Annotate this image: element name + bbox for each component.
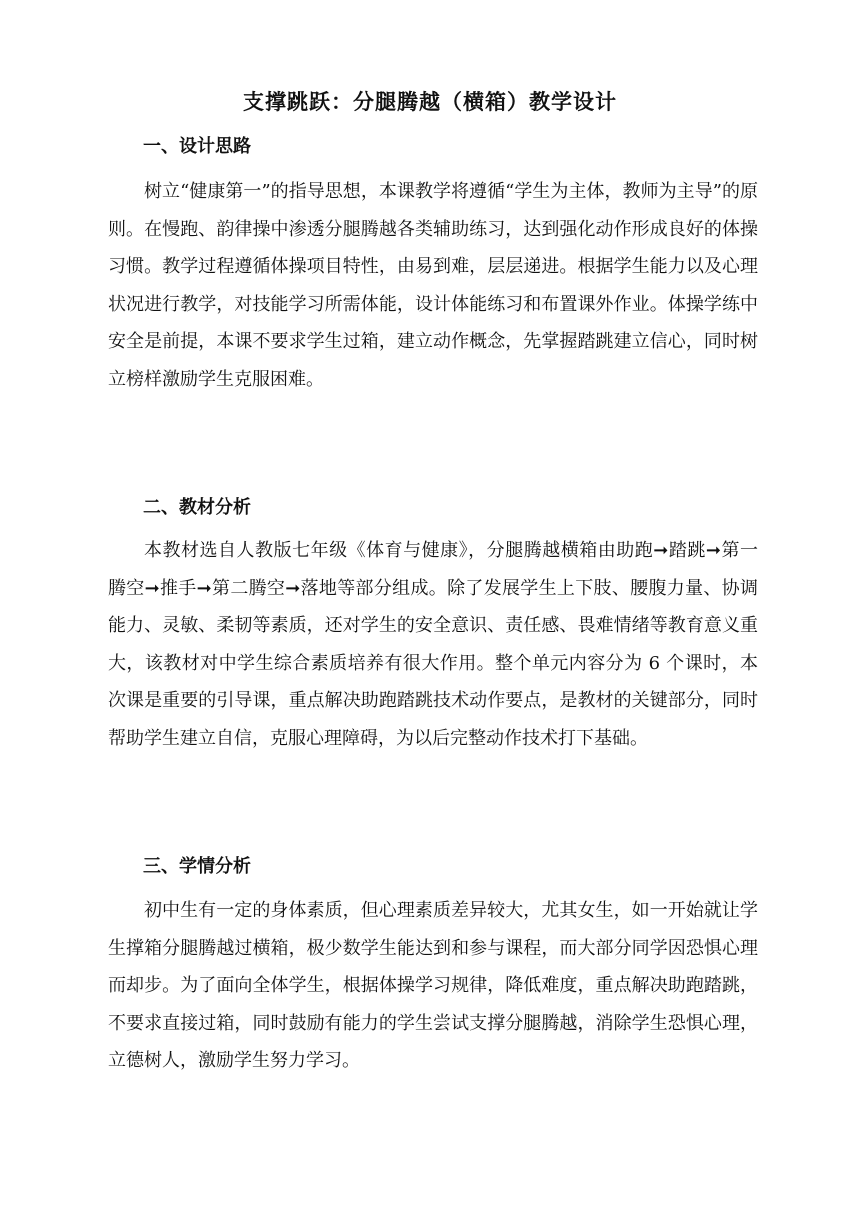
section-heading-material-analysis: 二、教材分析 <box>143 497 251 518</box>
document-title: 支撑跳跃：分腿腾越（横箱）教学设计 <box>243 90 617 114</box>
section-paragraph-material-analysis: 本教材选自人教版七年级《体育与健康》，分腿腾越横箱由助跑➞踏跳➞第一腾空➞推手➞第二腾空➞落地等部分组成。除了发展学生上下肢、腰腹力量、协调能力、灵敏、柔韧等素质，还对学生的安全意识、责任感、畏难情绪等教育意义重大，该教材对中学生综合素质培养有很大作用。整个单元内容分为 6 个课时，本次课是重要的引导课，重点解决助跑踏跳技术动作要点，是教材的关键部分，同时帮助学生建立自信，克服心理障碍，为以后完整动作技术打下基础。 <box>108 540 758 749</box>
section-paragraph-student-analysis: 初中生有一定的身体素质，但心理素质差异较大，尤其女生，如一开始就让学生撑箱分腿腾越过横箱，极少数学生能达到和参与课程，而大部分同学因恐惧心理而却步。为了面向全体学生，根据体操学习规律，降低难度，重点解决助跑踏跳，不要求直接过箱，同时鼓励有能力的学生尝试支撑分腿腾越，消除学生恐惧心理，立德树人，激励学生努力学习。 <box>108 900 758 1072</box>
section-heading-student-analysis: 三、学情分析 <box>143 856 251 877</box>
section-paragraph-design-idea: 树立“健康第一”的指导思想，本课教学将遵循“学生为主体，教师为主导”的原则。在慢跑、韵律操中渗透分腿腾越各类辅助练习，达到强化动作形成良好的体操习惯。教学过程遵循体操项目特性，由易到难，层层递进。根据学生能力以及心理状况进行教学，对技能学习所需体能，设计体能练习和布置课外作业。体操学练中安全是前提，本课不要求学生过箱，建立动作概念，先掌握踏跳建立信心，同时树立榜样激励学生克服困难。 <box>108 181 758 390</box>
section-heading-design-idea: 一、设计思路 <box>143 136 251 157</box>
